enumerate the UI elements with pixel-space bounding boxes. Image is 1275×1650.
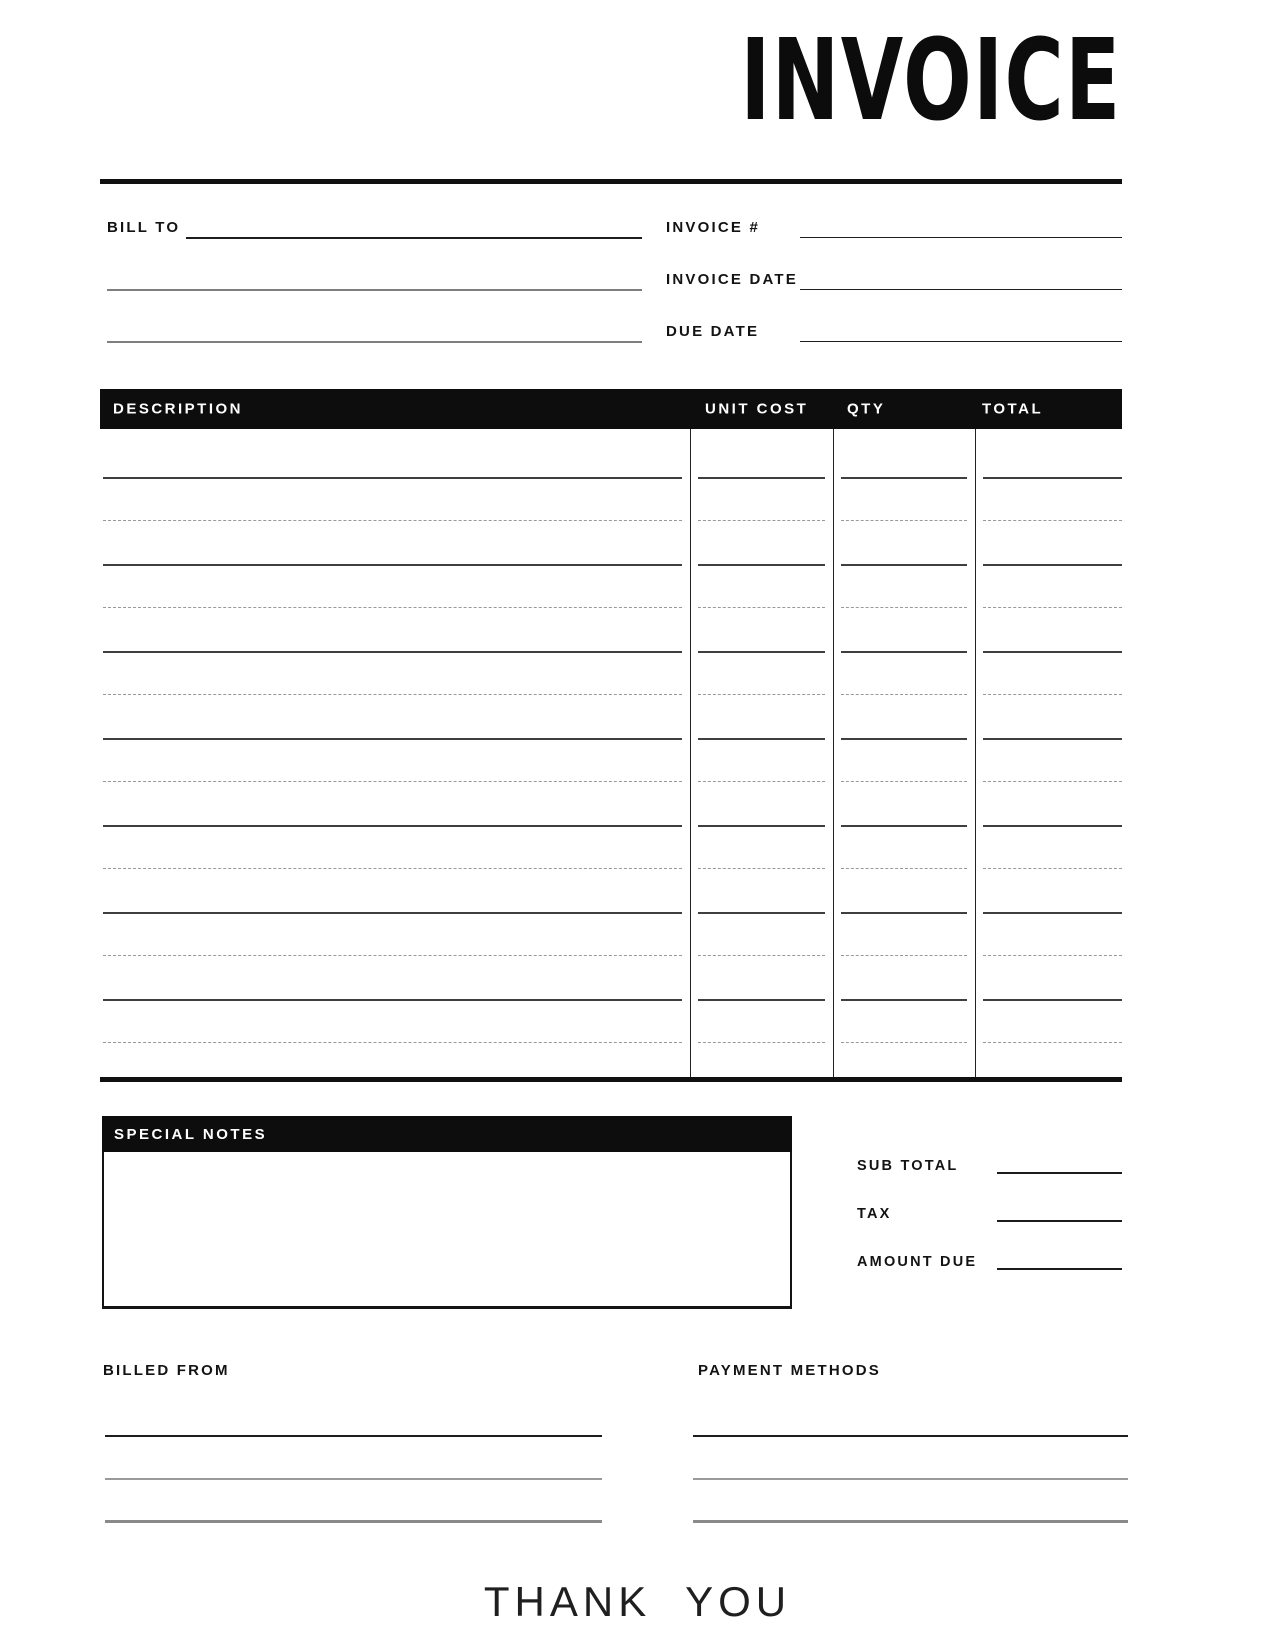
bill-to-label: BILL TO: [107, 219, 181, 236]
special-notes-box: [102, 1116, 792, 1309]
sub-total-label: SUB TOTAL: [857, 1158, 959, 1174]
payment-methods-label: PAYMENT METHODS: [698, 1362, 882, 1379]
invoice-number-label: INVOICE #: [666, 219, 760, 236]
page-title: INVOICE: [740, 16, 1122, 146]
bill-to-field-2[interactable]: [107, 289, 642, 291]
due-date-field[interactable]: [800, 341, 1122, 342]
tax-label: TAX: [857, 1206, 892, 1222]
sub-total-row: [857, 1150, 1122, 1174]
billed-from-field-2[interactable]: [105, 1478, 602, 1480]
bill-to-field-1[interactable]: [186, 237, 642, 239]
due-date-label: DUE DATE: [666, 323, 760, 340]
payment-methods-field-1[interactable]: [693, 1435, 1128, 1437]
col-header-qty: QTY: [847, 400, 886, 418]
col-header-total: TOTAL: [982, 400, 1044, 418]
billed-from-field-1[interactable]: [105, 1435, 602, 1437]
top-divider: [100, 179, 1122, 184]
special-notes-field[interactable]: [104, 1152, 790, 1306]
column-divider: [690, 429, 691, 1077]
invoice-date-field[interactable]: [800, 289, 1122, 290]
amount-due-field[interactable]: [997, 1244, 1122, 1270]
bill-to-field-3[interactable]: [107, 341, 642, 343]
amount-due-row: [857, 1246, 1122, 1270]
tax-row: [857, 1198, 1122, 1222]
column-divider: [975, 429, 976, 1077]
col-header-description: DESCRIPTION: [113, 400, 244, 418]
thank-you-message: THANK YOU: [483, 1578, 792, 1625]
table-bottom-divider: [100, 1077, 1122, 1082]
billed-from-label: BILLED FROM: [103, 1362, 230, 1379]
column-divider: [833, 429, 834, 1077]
payment-methods-field-2[interactable]: [693, 1478, 1128, 1480]
tax-field[interactable]: [997, 1196, 1122, 1222]
invoice-date-label: INVOICE DATE: [666, 271, 798, 288]
special-notes-label: SPECIAL NOTES: [114, 1125, 268, 1143]
invoice-number-field[interactable]: [800, 237, 1122, 238]
billed-from-field-3[interactable]: [105, 1520, 602, 1523]
table-header: [100, 389, 1122, 429]
payment-methods-field-3[interactable]: [693, 1520, 1128, 1523]
amount-due-label: AMOUNT DUE: [857, 1254, 978, 1270]
col-header-unit-cost: UNIT COST: [705, 400, 809, 418]
sub-total-field[interactable]: [997, 1148, 1122, 1174]
special-notes-header: [102, 1116, 792, 1152]
